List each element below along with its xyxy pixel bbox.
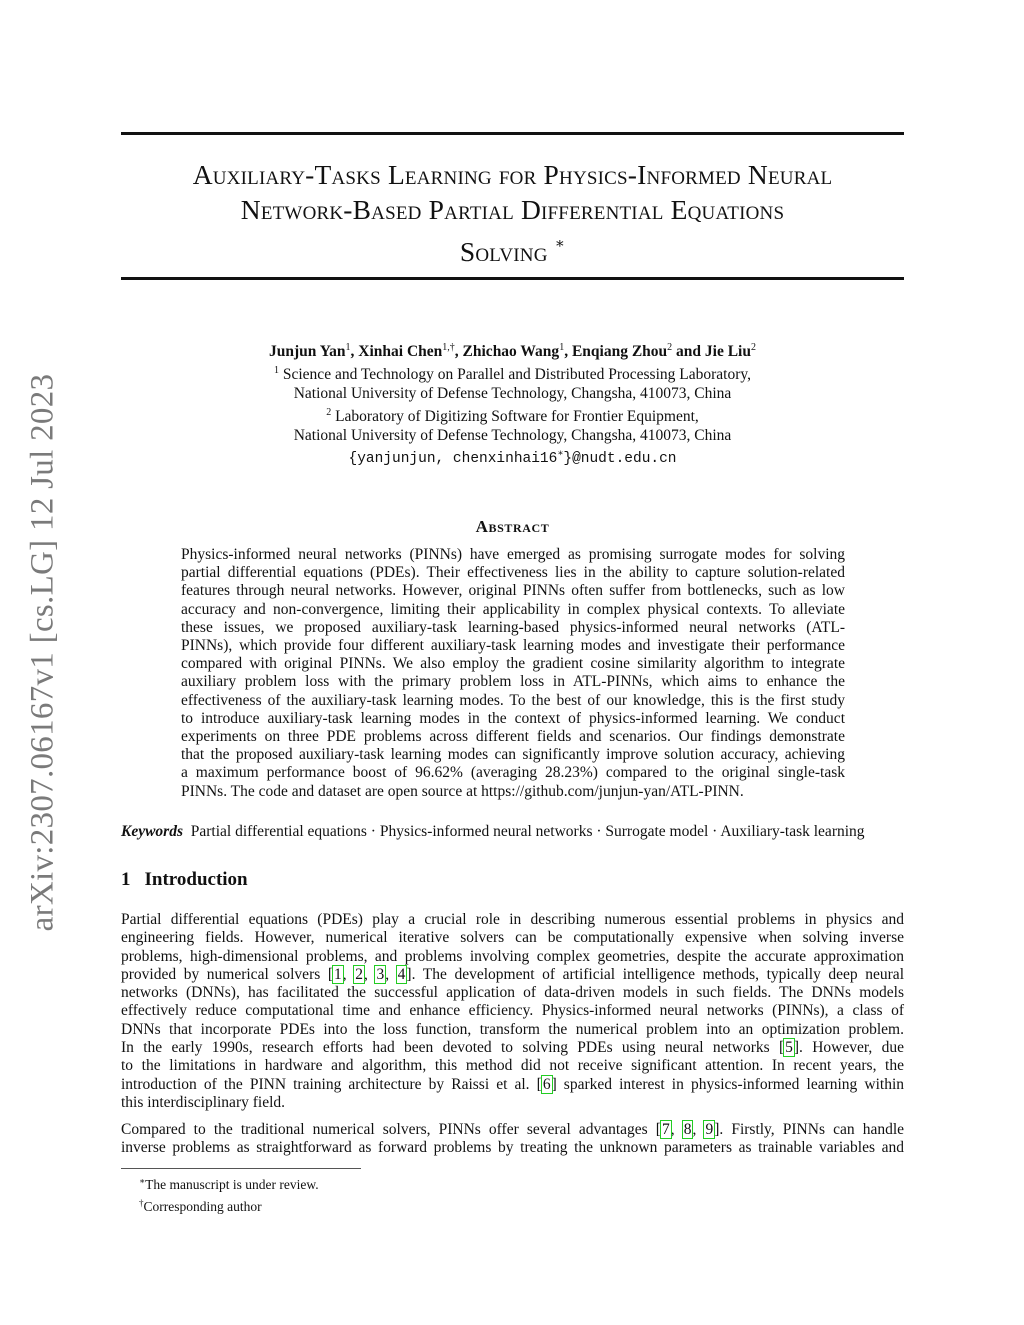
email-mark: ∗: [557, 449, 564, 460]
affiliation-1-address: National University of Defense Technology, Changsha, 410073, China: [293, 385, 732, 402]
footnote-text: Corresponding author: [143, 1199, 262, 1214]
abstract-line: accuracy and non-convergence, limiting their applicability in complex physical contexts. To alleviate: [181, 600, 845, 618]
citation-link[interactable]: 6: [542, 1075, 551, 1093]
paragraph-line: this interdisciplinary field.: [121, 1093, 286, 1111]
affiliation-2-mark: 2: [326, 407, 332, 418]
abstract-line: PINNs. The code and dataset are open source at https://github.com/junjun-yan/ATL-PINN.: [181, 782, 744, 800]
author-name: Enqiang Zhou: [571, 343, 668, 360]
keywords-text: Partial differential equations · Physics-informed neural networks · Surrogate model · Auxiliary-task learning: [190, 823, 865, 840]
affiliation-2-address: National University of Defense Technology, Changsha, 410073, China: [293, 427, 732, 444]
paragraph-line: [121, 1039, 904, 1057]
title-rule-bottom: [121, 277, 904, 280]
author-name: Xinhai Chen: [358, 343, 443, 360]
paragraph-line: [121, 1076, 904, 1094]
footnote-review: [139, 1172, 319, 1194]
footnote-rule: [121, 1168, 361, 1169]
author-name: Jie Liu: [704, 343, 751, 360]
author-separator: ,: [350, 343, 359, 360]
abstract-line: these issues, we proposed auxiliary-task learning-based physics-informed neural networks (ATL-: [181, 618, 845, 636]
paragraph-line: effectively reduce computational time and enhance efficiency. Physics-informed neural networks (PINNs), a class of: [121, 1002, 904, 1020]
abstract-line: experiments on three PDE problems across different fields and scenarios. Our findings demonstrate: [181, 728, 845, 746]
citation-link[interactable]: 4: [397, 965, 406, 983]
author-name: Zhichao Wang: [462, 343, 560, 360]
text: Compared to the traditional numerical solvers, PINNs offer several advantages [: [121, 1121, 661, 1138]
citation-link[interactable]: 5: [785, 1039, 793, 1057]
paragraph-line: provided by numerical solvers [1, 2, 3, 4]. The development of artificial intelligence methods, typically deep neural: [121, 965, 904, 983]
abstract-line: a maximum performance boost of 96.62% (averaging 28.23%) compared to the original single-task: [181, 764, 845, 782]
title-line-2: Network-Based Partial Differential Equations: [240, 194, 785, 225]
section-heading-introduction: [121, 869, 248, 891]
abstract-line: that the proposed auxiliary-task learning modes can significantly improve solution accuracy, achieving: [181, 746, 845, 764]
affiliation-1-name: [121, 361, 904, 384]
author-block: [121, 338, 904, 469]
paragraph-line: engineering fields. However, numerical iterative solvers can be computationally expensive when solving inverse: [121, 929, 904, 947]
footnote-text: The manuscript is under review.: [145, 1177, 319, 1192]
footnote-mark: ∗: [139, 1176, 146, 1186]
keywords-label: Keywords: [121, 823, 183, 840]
title-line-3: [121, 227, 904, 269]
abstract-line: PINNs), which provide four different auxiliary-task learning modes and investigate their performance: [181, 637, 845, 655]
abstract-line: compared with original PINNs. We also employ the gradient cosine similarity algorithm to integrate: [181, 655, 845, 673]
paragraph-line: Compared to the traditional numerical solvers, PINNs offer several advantages [7, 8, 9]. Firstly, PINNs can handle: [121, 1121, 905, 1138]
abstract-line: effectiveness of the auxiliary-task learning modes. To the best of our knowledge, this is the first study: [181, 691, 845, 709]
paragraph-line: to the limitations in hardware and algorithm, this method did not receive significant attention. In recent years, the: [121, 1057, 904, 1075]
affiliation-1-name-text: Science and Technology on Parallel and Distributed Processing Laboratory,: [282, 366, 751, 383]
author-affiliation-mark: 1,†: [442, 342, 455, 353]
author-separator: and: [672, 343, 705, 360]
arxiv-identifier-text: arXiv:2307.06167v1 [cs.LG] 12 Jul 2023: [24, 373, 61, 932]
author-affiliation-mark: 2: [750, 342, 756, 353]
paragraph-line: inverse problems as straightforward as forward problems by treating the unknown parameters as trainable variables and: [121, 1139, 904, 1157]
title-line-3-text: Solving: [459, 236, 548, 267]
email-prefix: {yanjunjun, chenxinhai16: [348, 451, 558, 467]
author-names: [121, 338, 904, 361]
author-affiliation-mark: 2: [667, 342, 673, 353]
author-emails: [121, 445, 904, 469]
citation-link[interactable]: 7: [661, 1121, 670, 1138]
abstract-line: features through neural networks. However, original PINNs often suffer from bottlenecks, such as low: [181, 582, 845, 600]
abstract-line: Physics-informed neural networks (PINNs) have emerged as promising surrogate modes for solving: [181, 546, 845, 563]
affiliation-1-mark: 1: [274, 365, 279, 376]
abstract-body: [181, 546, 845, 801]
paragraph-line: Partial differential equations (PDEs) play a crucial role in describing numerous essential problems in physics and: [121, 911, 904, 928]
email-suffix: }@nudt.edu.cn: [563, 451, 677, 467]
author-name: Junjun Yan: [269, 343, 346, 360]
title-footnote-mark: ∗: [554, 236, 566, 252]
author-separator: ,: [454, 343, 463, 360]
citation-link[interactable]: 8: [683, 1121, 692, 1138]
footnotes: [139, 1172, 319, 1216]
abstract-line: to introduce auxiliary-task learning modes in the context of physics-informed learning. We conduct: [181, 709, 845, 727]
section-number: 1: [121, 869, 131, 890]
text: ]. Firstly, PINNs can handle: [714, 1121, 905, 1138]
citation-link[interactable]: 3: [376, 965, 385, 983]
text: ] sparked interest in physics-informed learning within: [551, 1075, 904, 1093]
keywords: [121, 823, 904, 841]
author-separator: ,: [564, 343, 572, 360]
abstract-line: partial differential equations (PDEs). Their effectiveness lies in the ability to capture solution-related: [181, 564, 845, 582]
text: introduction of the PINN training architecture by Raissi et al. [: [121, 1075, 542, 1093]
affiliation-2-name-text: Laboratory of Digitizing Software for Frontier Equipment,: [335, 408, 699, 425]
author-affiliation-mark: 1: [345, 342, 351, 353]
paragraph-line: networks (DNNs), has facilitated the successful application of data-driven models in such fields. The DNNs models: [121, 984, 904, 1002]
title-line-1: Auxiliary-Tasks Learning for Physics-Informed Neural: [192, 159, 833, 190]
intro-paragraph-2: [121, 1121, 904, 1158]
citation-link[interactable]: 2: [355, 965, 363, 983]
paper-title: [121, 157, 904, 269]
intro-paragraph-1: [121, 911, 904, 1112]
paragraph-line: problems, high-dimensional problems, and problems involving complex geometries, despite the accurate approximation: [121, 947, 904, 965]
text: ]. However, due: [793, 1039, 904, 1057]
text: In the early 1990s, research efforts had been devoted to solving PDEs using neural networks [: [121, 1039, 785, 1057]
arxiv-identifier: [18, 365, 68, 940]
title-rule-top: [121, 132, 904, 135]
abstract-heading: Abstract: [475, 517, 550, 536]
affiliation-2-name: [121, 403, 904, 426]
text: provided by numerical solvers [: [121, 965, 334, 983]
section-title: Introduction: [144, 869, 248, 890]
author-affiliation-mark: 1: [559, 342, 565, 353]
citation-link[interactable]: 9: [705, 1121, 714, 1138]
citation-link[interactable]: 1: [334, 965, 342, 983]
text: ]. The development of artificial intelligence methods, typically deep neural: [406, 965, 904, 983]
abstract-line: auxiliary problem loss with the primary problem loss in ATL-PINNs, which aims to enhance the: [181, 673, 845, 691]
footnote-corresponding: [139, 1194, 319, 1216]
paragraph-line: DNNs that incorporate PDEs into the loss function, transform the numerical problem into an optimization problem.: [121, 1020, 904, 1038]
footnote-mark: †: [139, 1198, 144, 1208]
